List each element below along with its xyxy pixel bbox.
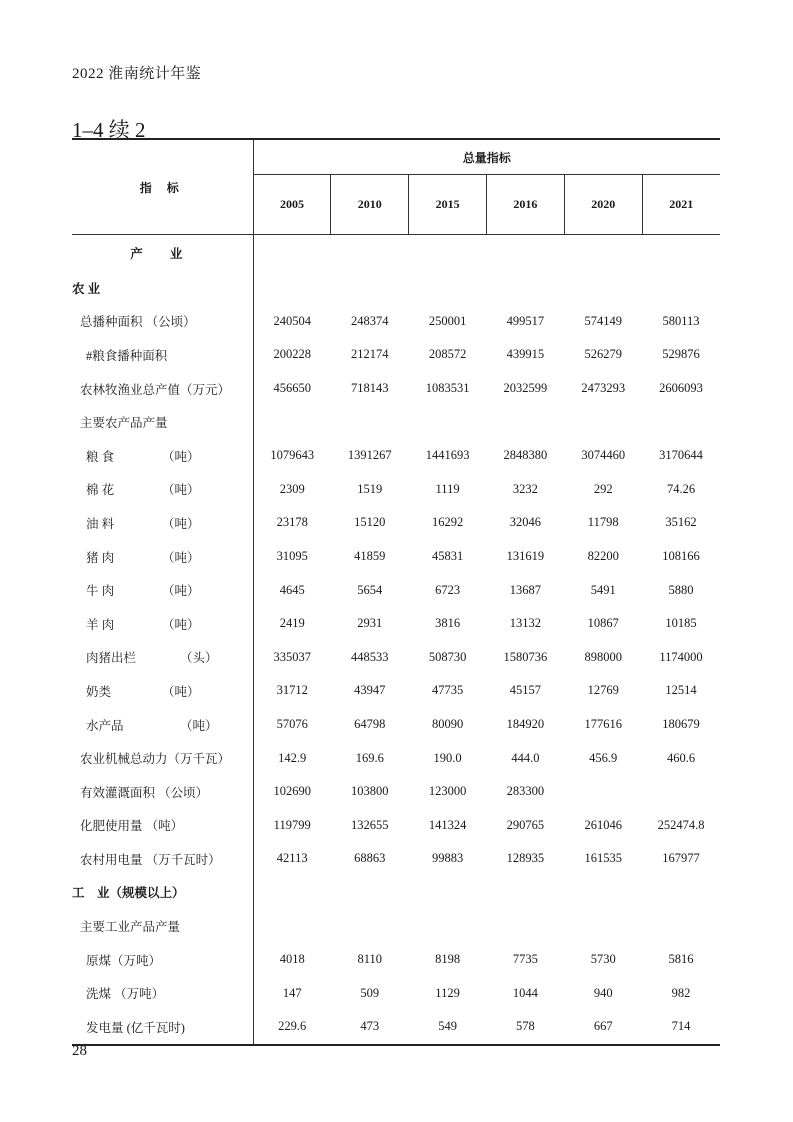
table-row [72, 540, 720, 574]
value-cell: 15120 [354, 515, 386, 530]
value-cell [564, 775, 642, 809]
value-cell [642, 271, 720, 305]
value-cell: 499517 [506, 313, 545, 328]
value-cell: 549 [409, 1010, 487, 1045]
row-label: 工 业（规模以上） [72, 886, 185, 901]
row-label: 牛 肉 [86, 584, 115, 599]
value-cell: 23178 [276, 515, 308, 530]
row-label: 原煤（万吨） [86, 953, 162, 968]
value-cell [486, 271, 564, 305]
table-row [72, 842, 720, 876]
value-cell: 132655 [351, 817, 389, 832]
value-cell: 57076 [276, 717, 308, 732]
year-header: 2005 [253, 175, 331, 235]
row-unit: （吨） [180, 718, 218, 733]
value-cell: 3170644 [659, 448, 703, 463]
value-cell: 161535 [584, 851, 622, 866]
row-label-cell [72, 405, 253, 439]
value-cell: 248374 [351, 313, 389, 328]
table-row [72, 674, 720, 708]
row-unit: （吨） [162, 483, 200, 498]
value-cell: 32046 [509, 515, 541, 530]
table-row [72, 607, 720, 641]
table-row [72, 641, 720, 675]
table-row [72, 338, 720, 372]
value-cell [642, 235, 720, 272]
table-row [72, 909, 720, 943]
value-cell [642, 876, 720, 910]
row-label: 主要农产品产量 [80, 416, 168, 431]
row-label: 洗煤 （万吨） [86, 987, 165, 1002]
value-cell: 8198 [435, 952, 461, 967]
statistics-table [72, 138, 720, 1046]
value-cell: 64798 [354, 717, 386, 732]
value-cell: 131619 [506, 549, 545, 564]
value-cell: 3074460 [581, 448, 626, 463]
row-unit: （吨） [162, 516, 200, 531]
table-row [72, 1010, 720, 1045]
value-cell: 5816 [668, 952, 694, 967]
value-cell: 200228 [273, 347, 311, 362]
value-cell [331, 909, 409, 943]
value-cell: 718143 [351, 381, 389, 396]
row-label-cell [72, 271, 253, 305]
value-cell: 123000 [428, 784, 467, 799]
row-label: 总播种面积 （公顷） [80, 315, 196, 330]
value-cell: 1119 [435, 481, 460, 496]
table-row [72, 372, 720, 406]
value-cell: 3232 [512, 481, 538, 496]
value-cell: 574149 [584, 313, 622, 328]
value-cell [331, 271, 409, 305]
row-label: 农 业 [72, 281, 101, 296]
value-cell: 261046 [584, 817, 622, 832]
value-cell [253, 235, 331, 272]
value-cell: 898000 [584, 649, 622, 664]
row-label: 棉 花 [86, 483, 115, 498]
value-cell [564, 271, 642, 305]
value-cell [331, 405, 409, 439]
row-label-cell [72, 674, 253, 708]
value-cell [564, 405, 642, 439]
value-cell: 80090 [431, 717, 464, 732]
value-cell [642, 405, 720, 439]
value-cell [331, 876, 409, 910]
value-cell: 5654 [357, 582, 383, 597]
value-cell: 1519 [357, 481, 383, 496]
value-cell [486, 876, 564, 910]
row-label-cell [72, 473, 253, 507]
value-cell: 1083531 [425, 381, 470, 396]
value-cell: 11798 [587, 515, 619, 530]
value-cell: 10867 [587, 616, 619, 631]
value-cell: 45831 [431, 549, 464, 564]
value-cell: 4645 [279, 582, 305, 597]
table-row [72, 976, 720, 1010]
value-cell: 41859 [354, 549, 386, 564]
row-label: 猪 肉 [86, 550, 115, 565]
value-cell: 47735 [431, 683, 464, 698]
value-cell: 16292 [431, 515, 464, 530]
row-label: 粮 食 [86, 449, 115, 464]
value-cell: 940 [593, 985, 613, 1000]
table-row [72, 775, 720, 809]
value-cell [642, 909, 720, 943]
row-label: 产 业 [130, 247, 195, 261]
value-cell: 6723 [435, 582, 461, 597]
value-cell: 169.6 [355, 750, 384, 765]
value-cell [486, 405, 564, 439]
value-cell: 1044 [512, 985, 538, 1000]
row-label-cell [72, 909, 253, 943]
value-cell: 208572 [428, 347, 467, 362]
value-cell [409, 909, 487, 943]
value-cell: 2032599 [503, 381, 548, 396]
value-cell: 1580736 [503, 649, 548, 664]
value-cell: 147 [282, 985, 302, 1000]
row-label-cell [72, 305, 253, 339]
value-cell: 167977 [662, 851, 700, 866]
value-cell: 68863 [354, 851, 386, 866]
row-label-cell [72, 1010, 253, 1045]
row-label-cell [72, 775, 253, 809]
row-label: 羊 肉 [86, 617, 115, 632]
value-cell: 2606093 [659, 381, 703, 396]
value-cell: 212174 [351, 347, 389, 362]
row-unit: （头） [180, 651, 218, 666]
table-row [72, 305, 720, 339]
value-cell [486, 235, 564, 272]
row-label-cell [72, 842, 253, 876]
value-cell: 10185 [665, 616, 697, 631]
value-cell: 180679 [662, 717, 700, 732]
row-label-cell [72, 641, 253, 675]
value-cell: 252474.8 [657, 817, 705, 832]
row-label-cell [72, 943, 253, 977]
row-label: 发电量 (亿千瓦时) [86, 1020, 185, 1035]
group-header: 总量指标 [253, 139, 720, 175]
value-cell: 1174000 [659, 649, 703, 664]
table-row [72, 506, 720, 540]
row-unit: （吨） [162, 584, 200, 599]
row-label: 有效灌溉面积 （公顷） [80, 785, 209, 800]
table-row [72, 809, 720, 843]
table-row [72, 573, 720, 607]
value-cell: 4018 [279, 952, 305, 967]
row-label-cell [72, 506, 253, 540]
row-label: #粮食播种面积 [86, 348, 168, 363]
value-cell: 35162 [665, 515, 697, 530]
value-cell [409, 271, 487, 305]
value-cell: 283300 [506, 784, 545, 799]
value-cell: 580113 [662, 313, 700, 328]
value-cell: 229.6 [253, 1010, 331, 1045]
table-row [72, 439, 720, 473]
value-cell: 3816 [435, 616, 461, 631]
value-cell: 12514 [665, 683, 697, 698]
value-cell: 102690 [273, 784, 311, 799]
value-cell: 2931 [357, 616, 383, 631]
row-label: 水产品 [86, 718, 124, 733]
row-label: 奶类 [86, 684, 112, 699]
row-label-cell [72, 876, 253, 910]
row-label-cell [72, 439, 253, 473]
value-cell: 5880 [668, 582, 694, 597]
row-unit: （吨） [162, 617, 200, 632]
value-cell [642, 775, 720, 809]
value-cell: 292 [593, 481, 613, 496]
table-row [72, 876, 720, 910]
row-label-cell [72, 976, 253, 1010]
row-label-cell [72, 809, 253, 843]
value-cell: 529876 [662, 347, 700, 362]
value-cell: 714 [642, 1010, 720, 1045]
row-unit: （吨） [162, 550, 200, 565]
row-label-cell [72, 607, 253, 641]
value-cell: 456.9 [589, 750, 618, 765]
page-number: 28 [72, 1043, 87, 1059]
value-cell: 99883 [431, 851, 464, 866]
value-cell: 31095 [276, 549, 308, 564]
value-cell: 250001 [428, 313, 467, 328]
value-cell: 473 [331, 1010, 409, 1045]
value-cell: 240504 [273, 313, 311, 328]
row-label-cell [72, 573, 253, 607]
row-label: 化肥使用量 （吨） [80, 819, 184, 834]
value-cell [486, 909, 564, 943]
value-cell: 43947 [354, 683, 386, 698]
value-cell: 13132 [509, 616, 541, 631]
row-label: 主要工业产品产量 [80, 920, 181, 935]
value-cell: 142.9 [278, 750, 307, 765]
row-label-cell [72, 235, 253, 272]
table-body [72, 235, 720, 1045]
value-cell: 5730 [590, 952, 616, 967]
value-cell: 12769 [587, 683, 619, 698]
value-cell: 8110 [357, 952, 383, 967]
year-header: 2021 [642, 175, 720, 235]
row-label: 肉猪出栏 [86, 651, 137, 666]
value-cell: 190.0 [433, 750, 462, 765]
value-cell: 82200 [587, 549, 619, 564]
row-label: 油 料 [86, 516, 115, 531]
value-cell: 2419 [279, 616, 305, 631]
value-cell: 439915 [506, 347, 545, 362]
value-cell [331, 235, 409, 272]
value-cell: 103800 [351, 784, 389, 799]
value-cell [409, 235, 487, 272]
value-cell: 141324 [428, 817, 467, 832]
value-cell [253, 909, 331, 943]
value-cell [253, 271, 331, 305]
value-cell: 509 [360, 985, 380, 1000]
value-cell: 456650 [273, 381, 311, 396]
value-cell: 42113 [276, 851, 308, 866]
value-cell [564, 876, 642, 910]
value-cell: 1129 [435, 985, 460, 1000]
value-cell [409, 876, 487, 910]
value-cell [253, 876, 331, 910]
value-cell: 508730 [428, 649, 467, 664]
value-cell: 13687 [509, 582, 541, 597]
year-header: 2016 [486, 175, 564, 235]
value-cell: 177616 [584, 717, 622, 732]
value-cell: 45157 [509, 683, 541, 698]
row-label: 农林牧渔业总产值（万元） [80, 382, 231, 397]
year-header: 2020 [564, 175, 642, 235]
value-cell: 74.26 [666, 481, 696, 496]
value-cell: 1391267 [347, 448, 392, 463]
value-cell: 128935 [506, 851, 545, 866]
row-unit: （吨） [162, 449, 200, 464]
row-label-cell [72, 372, 253, 406]
year-header: 2010 [331, 175, 409, 235]
table-row [72, 708, 720, 742]
value-cell: 290765 [506, 817, 545, 832]
value-cell: 2309 [279, 481, 305, 496]
table-row [72, 271, 720, 305]
value-cell: 1079643 [270, 448, 315, 463]
value-cell: 526279 [584, 347, 622, 362]
table-row [72, 405, 720, 439]
value-cell: 31712 [276, 683, 308, 698]
value-cell: 119799 [273, 817, 311, 832]
row-unit: （吨） [162, 684, 200, 699]
row-label: 农村用电量 （万千瓦时） [80, 852, 221, 867]
value-cell: 2848380 [503, 448, 548, 463]
table-row [72, 943, 720, 977]
value-cell: 1441693 [425, 448, 470, 463]
row-label-cell [72, 540, 253, 574]
value-cell [253, 405, 331, 439]
year-header: 2015 [409, 175, 487, 235]
value-cell [409, 405, 487, 439]
row-label-cell [72, 741, 253, 775]
table-title: 1–4 续 2 [72, 118, 146, 142]
row-label: 农业机械总动力（万千瓦） [80, 752, 231, 767]
value-cell: 108166 [662, 549, 700, 564]
value-cell: 448533 [351, 649, 389, 664]
table-row [72, 235, 720, 272]
indicator-column-header: 指 标 [72, 139, 253, 235]
value-cell [564, 235, 642, 272]
value-cell: 444.0 [511, 750, 540, 765]
row-label-cell [72, 338, 253, 372]
value-cell: 982 [671, 985, 691, 1000]
value-cell: 7735 [512, 952, 538, 967]
running-head: 2022 淮南统计年鉴 [72, 66, 202, 82]
value-cell: 460.6 [666, 750, 696, 765]
value-cell: 5491 [590, 582, 616, 597]
table-row [72, 741, 720, 775]
value-cell: 2473293 [581, 381, 626, 396]
table-row [72, 473, 720, 507]
value-cell: 578 [486, 1010, 564, 1045]
value-cell: 667 [564, 1010, 642, 1045]
value-cell [564, 909, 642, 943]
value-cell: 335037 [273, 649, 311, 664]
value-cell: 184920 [506, 717, 545, 732]
row-label-cell [72, 708, 253, 742]
